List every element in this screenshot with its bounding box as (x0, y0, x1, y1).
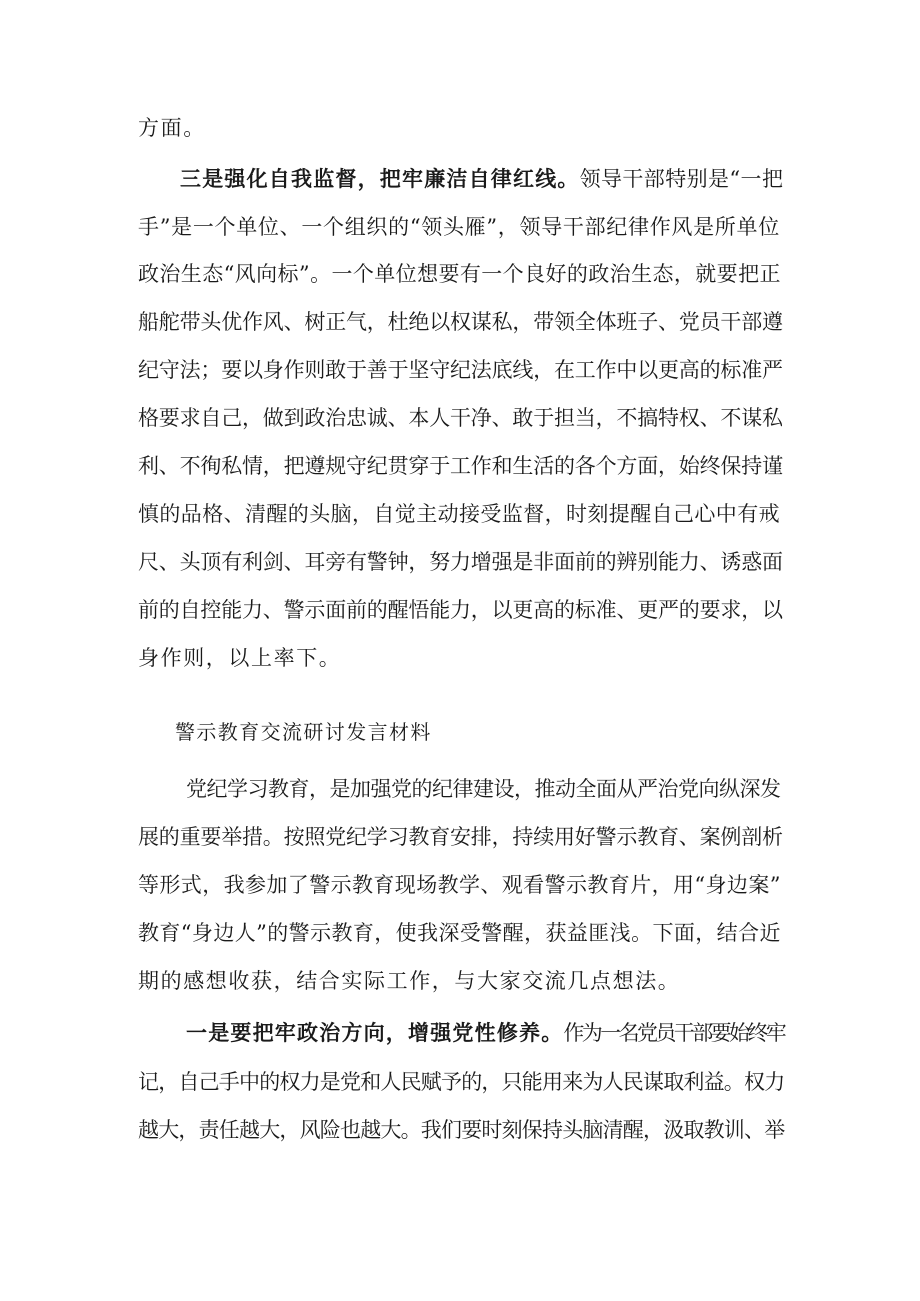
text-line: 船舵带头优作风、树正气，杜绝以权谋私，带领全体班子、党员干部遵 (138, 310, 783, 334)
text-span: 作为一名党员干部要始终牢 (563, 1021, 785, 1045)
text-span: 领导干部特别是“一把 (579, 167, 784, 191)
text-line: 手”是一个单位、一个组织的“领头雁”，领导干部纪律作风是所单位 (138, 215, 780, 239)
text-line: 期的感想收获，结合实际工作，与大家交流几点想法。 (138, 969, 681, 993)
text-line: 身作则，以上率下。 (138, 646, 342, 670)
section-title: 警示教育交流研讨发言材料 (175, 720, 432, 744)
text-line: 政治生态“风向标”。一个单位想要有一个良好的政治生态，就要把正 (138, 262, 781, 286)
bold-lead-heading: 一是要把牢政治方向，增强党性修养。 (186, 1021, 564, 1045)
text-line: 纪守法；要以身作则敢于善于坚守纪法底线，在工作中以更高的标准严 (138, 358, 783, 382)
text-line: 展的重要举措。按照党纪学习教育安排，持续用好警示教育、案例剖析 (138, 825, 783, 849)
paragraph-one-first-line (186, 1018, 784, 1048)
text-line: 教育“身边人”的警示教育，使我深受警醒，获益匪浅。下面，结合近 (138, 921, 781, 945)
text-line: 前的自控能力、警示面前的醒悟能力，以更高的标准、更严的要求，以 (138, 598, 783, 622)
text-line: 等形式，我参加了警示教育现场教学、观看警示教育片，用“身边案” (138, 873, 781, 897)
text-line: 格要求自己，做到政治忠诚、本人干净、敢于担当，不搞特权、不谋私 (138, 406, 783, 430)
text-line: 利、不徇私情，把遵规守纪贯穿于工作和生活的各个方面，始终保持谨 (138, 454, 783, 478)
text-line: 方面。 (138, 116, 206, 140)
bold-lead-heading: 三是强化自我监督，把牢廉洁自律红线。 (180, 167, 580, 191)
text-line: 慎的品格、清醒的头脑，自觉主动接受监督，时刻提醒自己心中有戒 (138, 502, 780, 526)
text-line: 记，自己手中的权力是党和人民赋予的，只能用来为人民谋取利益。权力 (138, 1070, 785, 1094)
text-line: 越大，责任越大，风险也越大。我们要时刻保持头脑清醒，汲取教训、举 (138, 1118, 785, 1142)
paragraph-three-first-line (180, 164, 783, 194)
text-line: 尺、头顶有利剑、耳旁有警钟，努力增强是非面前的辨别能力、诱惑面 (138, 550, 783, 574)
text-line: 党纪学习教育，是加强党的纪律建设，推动全面从严治党向纵深发 (186, 777, 781, 801)
